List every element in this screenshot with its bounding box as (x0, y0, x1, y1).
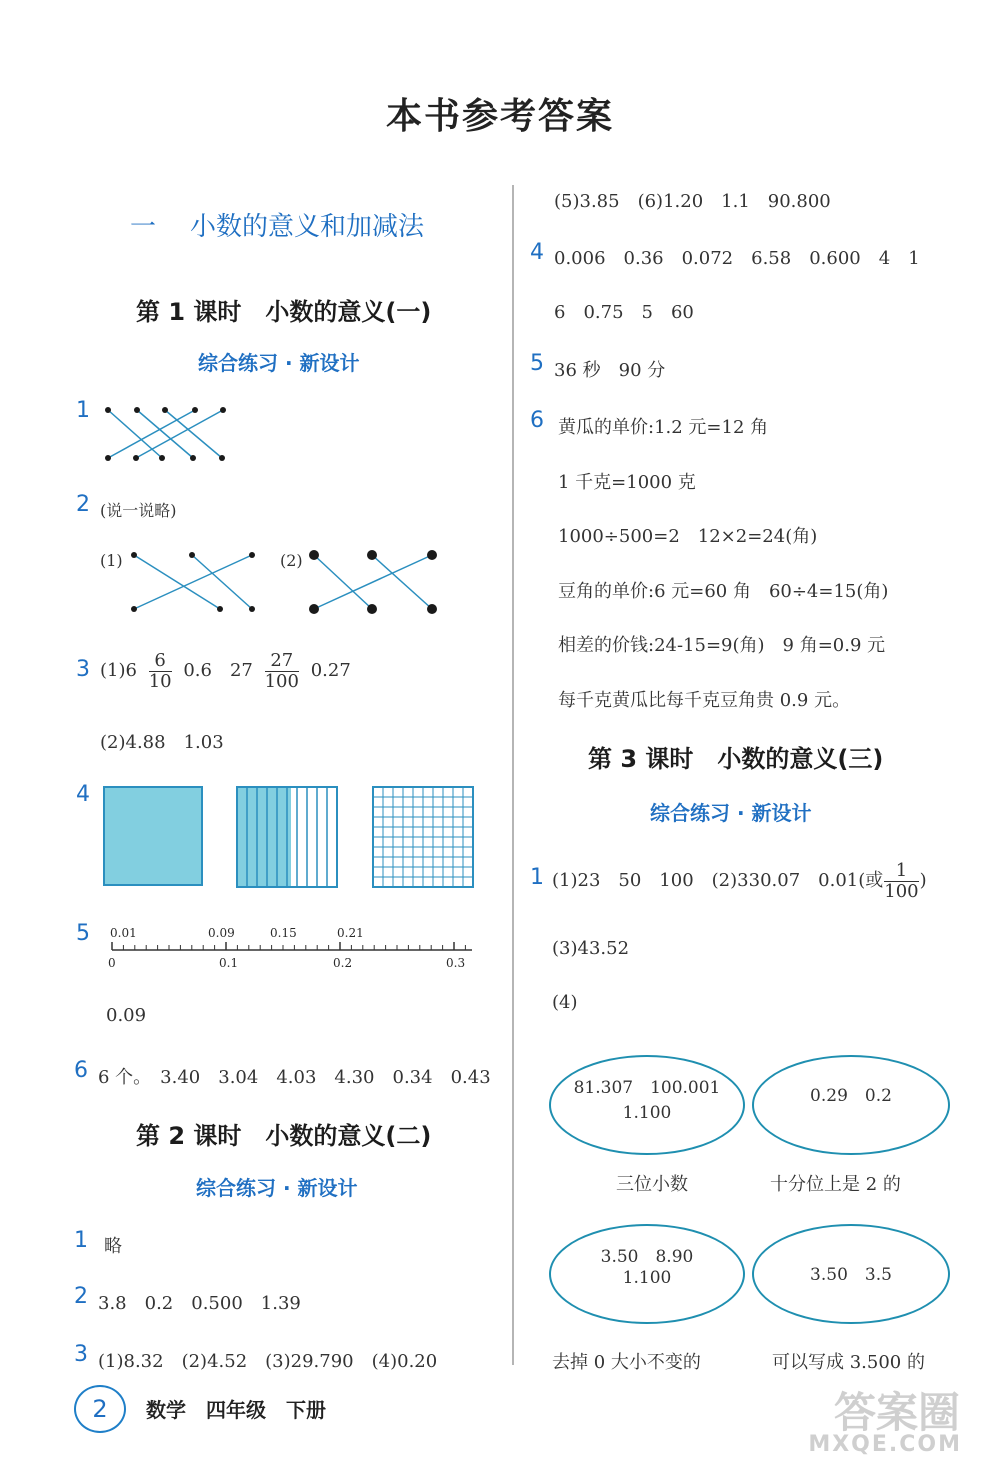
l3-q1-answer (552, 858, 927, 904)
ellipse-text: 1.100 (622, 1268, 672, 1288)
r-q6-line: 相差的价钱:24-15=9(角) 9 角=0.9 元 (558, 635, 886, 656)
q2-note: (说一说略) (100, 501, 177, 520)
practice-label-1: 综合练习 · 新设计 (198, 351, 360, 375)
r-q4-line1: 0.006 0.36 0.072 6.58 0.600 4 1 (554, 248, 920, 269)
l3-q1-close: ) (919, 870, 927, 891)
fraction-numerator: 6 (154, 649, 166, 671)
q2-number: 2 (76, 492, 90, 517)
practice-label-3: 综合练习 · 新设计 (650, 801, 812, 825)
ellipse-caption: 十分位上是 2 的 (770, 1174, 901, 1195)
l2-q2-number: 2 (74, 1284, 88, 1309)
lesson-1-heading: 第 1 课时 小数的意义(一) (136, 298, 432, 326)
ellipse-text: 81.307 100.001 (573, 1078, 721, 1098)
matching-lines-1 (100, 400, 230, 466)
l3-q1-line3: (4) (552, 992, 578, 1013)
unit-title: 小数的意义和加减法 (190, 212, 425, 242)
ellipse-caption: 可以写成 3.500 的 (772, 1352, 925, 1373)
ellipse-text: 3.50 8.90 (600, 1247, 694, 1267)
watermark-logo: 答案圈 (833, 1388, 960, 1437)
fraction-1-100 (884, 861, 918, 902)
fraction-27-100 (265, 651, 299, 692)
grid-square-hundredths (372, 786, 474, 888)
q5-answer: 0.09 (106, 1005, 147, 1026)
book-info: 数学 四年级 下册 (146, 1398, 326, 1422)
number-line (106, 926, 476, 972)
l2-q1-answer: 略 (104, 1236, 122, 1257)
q3-line2: (2)4.88 1.03 (100, 732, 224, 753)
q3-answer (100, 648, 351, 694)
l2-q3-number: 3 (74, 1342, 88, 1367)
nl-bottom-label: 0.2 (333, 956, 353, 970)
r-q4-number: 4 (530, 240, 544, 265)
l3-q1-number: 1 (530, 865, 544, 890)
page-number-badge: 2 (74, 1385, 126, 1433)
q3-part-b: 0.6 27 (183, 660, 253, 681)
fraction-numerator: 27 (270, 649, 294, 671)
q2-part1-label: (1) (100, 551, 123, 570)
r-q6-number: 6 (530, 408, 544, 433)
matching-lines-3 (304, 545, 440, 617)
shaded-square-full (103, 786, 203, 886)
set-ellipse-zero-removable (549, 1224, 745, 1324)
shaded-square-tenths (236, 786, 338, 888)
fraction-numerator: 1 (895, 859, 908, 881)
r-q6-line: 黄瓜的单价:1.2 元=12 角 (558, 417, 769, 438)
q3-part-a: (1)6 (100, 660, 137, 681)
l2-q3-answer: (1)8.32 (2)4.52 (3)29.790 (4)0.20 (98, 1351, 438, 1372)
l3-q1-text: (1)23 50 100 (2)330.07 0.01(或 (552, 870, 884, 891)
q5-number: 5 (76, 921, 90, 946)
q3-number: 3 (76, 657, 90, 682)
lesson-2-heading: 第 2 课时 小数的意义(二) (136, 1122, 432, 1150)
matching-lines-2 (126, 545, 258, 615)
ellipse-caption: 去掉 0 大小不变的 (552, 1352, 701, 1373)
nl-top-label: 0.15 (270, 926, 297, 940)
set-ellipse-3500 (752, 1224, 950, 1324)
r-q6-line: 豆角的单价:6 元=60 角 60÷4=15(角) (558, 581, 889, 602)
r-line0: (5)3.85 (6)1.20 1.1 90.800 (554, 191, 831, 212)
r-q6-line: 1000÷500=2 12×2=24(角) (558, 526, 818, 547)
practice-label-2: 综合练习 · 新设计 (196, 1176, 358, 1200)
q2-part2-label: (2) (280, 551, 303, 570)
page-title: 本书参考答案 (385, 95, 614, 137)
fraction-denominator: 10 (148, 670, 172, 692)
fraction-6-10 (149, 651, 172, 692)
r-q5-answer: 36 秒 90 分 (554, 360, 666, 381)
watermark-url: MXQE.COM (808, 1432, 962, 1457)
fraction-denominator: 100 (884, 880, 919, 902)
nl-bottom-label: 0.1 (219, 956, 239, 970)
nl-top-label: 0.21 (337, 926, 364, 940)
q3-part-c: 0.27 (310, 660, 351, 681)
ellipse-text: 3.50 3.5 (810, 1265, 892, 1285)
fraction-denominator: 100 (264, 670, 299, 692)
l3-q1-line2: (3)43.52 (552, 938, 630, 959)
r-q6-line: 1 千克=1000 克 (558, 472, 696, 493)
ellipse-text: 1.100 (622, 1103, 672, 1123)
nl-top-label: 0.09 (208, 926, 235, 940)
set-ellipse-tenths-2 (752, 1055, 950, 1155)
l2-q1-number: 1 (74, 1228, 88, 1253)
set-ellipse-three-decimals (549, 1055, 745, 1155)
column-divider (512, 185, 514, 1365)
nl-bottom-label: 0.3 (446, 956, 466, 970)
r-q4-line2: 6 0.75 5 60 (554, 302, 694, 323)
unit-dash: 一 (130, 212, 157, 242)
ellipse-text: 0.29 0.2 (810, 1086, 892, 1106)
q6-answer: 6 个。 3.40 3.04 4.03 4.30 0.34 0.43 (98, 1067, 491, 1088)
r-q6-line: 每千克黄瓜比每千克豆角贵 0.9 元。 (558, 690, 851, 711)
ellipse-caption: 三位小数 (616, 1174, 688, 1195)
nl-bottom-label: 0 (108, 956, 116, 970)
lesson-3-heading: 第 3 课时 小数的意义(三) (588, 745, 884, 773)
q4-number: 4 (76, 782, 90, 807)
q1-number: 1 (76, 398, 90, 423)
l2-q2-answer: 3.8 0.2 0.500 1.39 (98, 1293, 301, 1314)
nl-top-label: 0.01 (110, 926, 137, 940)
q6-number: 6 (74, 1058, 88, 1083)
r-q5-number: 5 (530, 351, 544, 376)
